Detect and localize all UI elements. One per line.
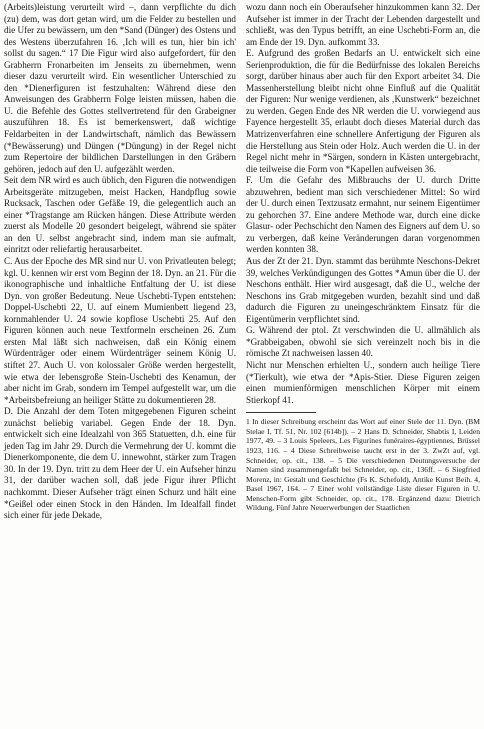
section-d: D. Die Anzahl der dem Toten mitgegebenen Figuren scheint zunächst beliebig variabel. Gegen Ende der 18. Dyn. entwickelt sich eine Idealzahl von 365 Statuetten, d.h. eine für jeden Tag im Jahr 29. Durch die Vermehrung der U. kommt die Dienerkomponente, die dem U. innewohnt, stärker zum Tragen 30. In der 19. Dyn. tritt zu dem Heer der U. ein Aufseher hinzu 31, der darüber wachen soll, daß jede Figur ihrer Pflicht nachkommt. Dieser Aufseher trägt einen Schurz und hält eine *Geißel oder einen Stock in den Händen. Im Idealfall findet sich einer für jede Dekade, (4, 406, 236, 521)
footnotes (246, 417, 480, 513)
right-column (246, 2, 480, 513)
left-column (4, 2, 236, 522)
footnote-block: 1 In dieser Schreibung erscheint das Wort auf einer Stele der 11. Dyn. (BM Stelae I, Tf. 51, Nr. 102 [614b]). – 2 Hans D. Schneider, Shabtis I, Leiden 1977, 49. – 3 Louis Speleers, Les Figurines funéraires-égyptiennes, Brüssel 1923, 116. – 4 Diese Schreibweise taucht erst in der 3. ZwZt auf, vgl. Schneider, op. cit., 138. – 5 Die verschiedenen Deutungsversuche der Namen sind zusammengefaßt bei Schneider, op. cit., 136ff. – 6 Siegfried Morenz, in: Gestalt und Geschichte (Fs K. Schefold), Antike Kunst Beih. 4, Basel 1967, 164. – 7 Einer wohl vollständige Liste dieser Figuren in U. Menschen-Form gibt Schneider, op. cit., 178. Ergänzend dazu: Dietrich Wildung, Fünf Jahre Neuerwerbungen der Staatlichen (246, 417, 480, 513)
paragraph-intro: (Arbeits)leistung verurteilt wird –, dann verpflichte du dich (zu) dem, was dort getan wird, um die Felder zu bestellen und die Ufer zu bewässern, um den *Sand (Dünger) des Ostens und des Westens überzufahren 16. ‚Ich will es tun, hier bin ich' sollst du sagen.“ 17 Die Figur wird also aufgefordert, für den Grabherrn Fronarbeiten im Jenseits zu übernehmen, wenn dieser dazu verurteilt wird. Ein wesentlicher Unterschied zu den *Dienerfiguren ist festzuhalten: Während diese den Anweisungen des Grabherrn Folge leisten müssen, haben die U. die Befehle des Gottes stellvertretend für den Grabeigner auszuführen 18. Es ist bemerkenswert, daß wichtige Feldarbeiten in der Landwirtschaft, nämlich das Bewässern (*Bewässerung) und Düngen (*Düngung) in der Regel nicht zum Repertoire der bildlichen Darstellungen in den Gräbern gehören, jedoch auf den U. aufgezählt werden. (4, 2, 236, 174)
paragraph-apis: Nicht nur Menschen erhielten U., sondern auch heilige Tiere (*Tierkult), wie etwa der *Apis-Stier. Diese Figuren zeigen einen mumienförmigen menschlichen Körper mit einem Stierkopf 41. (246, 359, 480, 405)
paragraph-nr: Seit dem NR wird es auch üblich, den Figuren die notwendigen Arbeitsgeräte mitzugeben, meist Hacken, Handpflug sowie Rucksack, Taschen oder Gefäße 19, die gelegentlich auch an einer *Tragstange am Rücken hängen. Diese Attribute werden zuerst als Modelle 20 gesondert beigelegt, während sie später an den U. selbst angebracht sind, indem man sie aufmalt, einritzt oder reliefartig herausarbeitet. (4, 175, 236, 255)
paragraph-neschons: Aus der Zt der 21. Dyn. stammt das berühmte Neschons-Dekret 39, welches Verkündigungen des Gottes *Amun über die U. der Neschons enthält. Hier wird ausgesagt, daß die U., welche der Neschons ins Grab mitgegeben wurden, bezahlt sind und daß dadurch die Figuren zu uneingeschränktem Einsatz für die Eigentümerin verpflichtet sind. (246, 256, 480, 324)
section-f: F. Um die Gefahr des Mißbrauchs der U. durch Dritte abzuwehren, bedient man sich verschiedener Mittel: So wird der U. durch einen Textzusatz ermahnt, nur seinem Eigentümer zu gehorchen 37. Eine andere Methode war, durch eine dicke Glasur- oder Pechschicht den Namen des Eigners auf dem U. so zu verbergen, daß keine Veränderungen daran vorgenommen werden konnten 38. (246, 175, 480, 255)
section-e: E. Aufgrund des großen Bedarfs an U. entwickelt sich eine Serienproduktion, die für die Bedürfnisse des lokalen Bereichs sorgt, darüber hinaus aber auch für den Export arbeitet 34. Die Massenherstellung bleibt nicht ohne Einfluß auf die Qualität der Figuren: Nur wenige verdienen, als ‚Kunstwerk“ bezeichnet zu werden. Gegen Ende des NR werden die U. vorwiegend aus Fayence hergestellt 35, erlaubt doch dieses Material durch das Matrizenverfahren eine schnellere Anfertigung der Figuren als die Herstellung aus Stein oder Holz. Auch werden die U. in der Regel nicht mehr in *Särgen, sondern in Kästen untergebracht, die teilweise die Form von *Kapellen aufweisen 36. (246, 48, 480, 174)
section-c: C. Aus der Epoche des MR sind nur U. von Privatleuten belegt; kgl. U. kennen wir erst vom Beginn der 18. Dyn. an 21. Für die ikonographische und inhaltliche Entfaltung der U. ist diese Dyn. von großer Bedeutung. Neue Uschebti-Typen entstehen: Doppel-Uschebti 22, U. auf einem Mumienbett liegend 23, kornmahlender U. 24 sowie kopflose Uschebti 25. Auf den Figuren können auch neue Textformeln erscheinen 26. Zum ersten Mal läßt sich nachweisen, daß ein König einem Würdenträger oder einem Würdenträger seinem König U. stiftet 27. Auch U. von kolossaler Größe werden hergestellt, wie etwa der lebensgroße Stein-Uschebti des Kenamun, der aber nicht im Grab, sondern im Tempel aufgestellt war, um die *Arbeitsbefreiung an heiliger Stätte zu dokumentieren 28. (4, 256, 236, 405)
footnote-divider (246, 412, 316, 413)
section-g: G. Während der ptol. Zt verschwinden die U. allmählich als *Grabbeigaben, obwohl sie sich vereinzelt noch bis in die römische Zt nachweisen lassen 40. (246, 325, 480, 359)
paragraph-continued: wozu dann noch ein Oberaufseher hinzukommen kann 32. Der Aufseher ist immer in der Tracht der Lebenden dargestellt und schließt, was den Typus betrifft, an eine Uschebti-Form an, die am Ende der 19. Dyn. aufkommt 33. (246, 2, 480, 47)
